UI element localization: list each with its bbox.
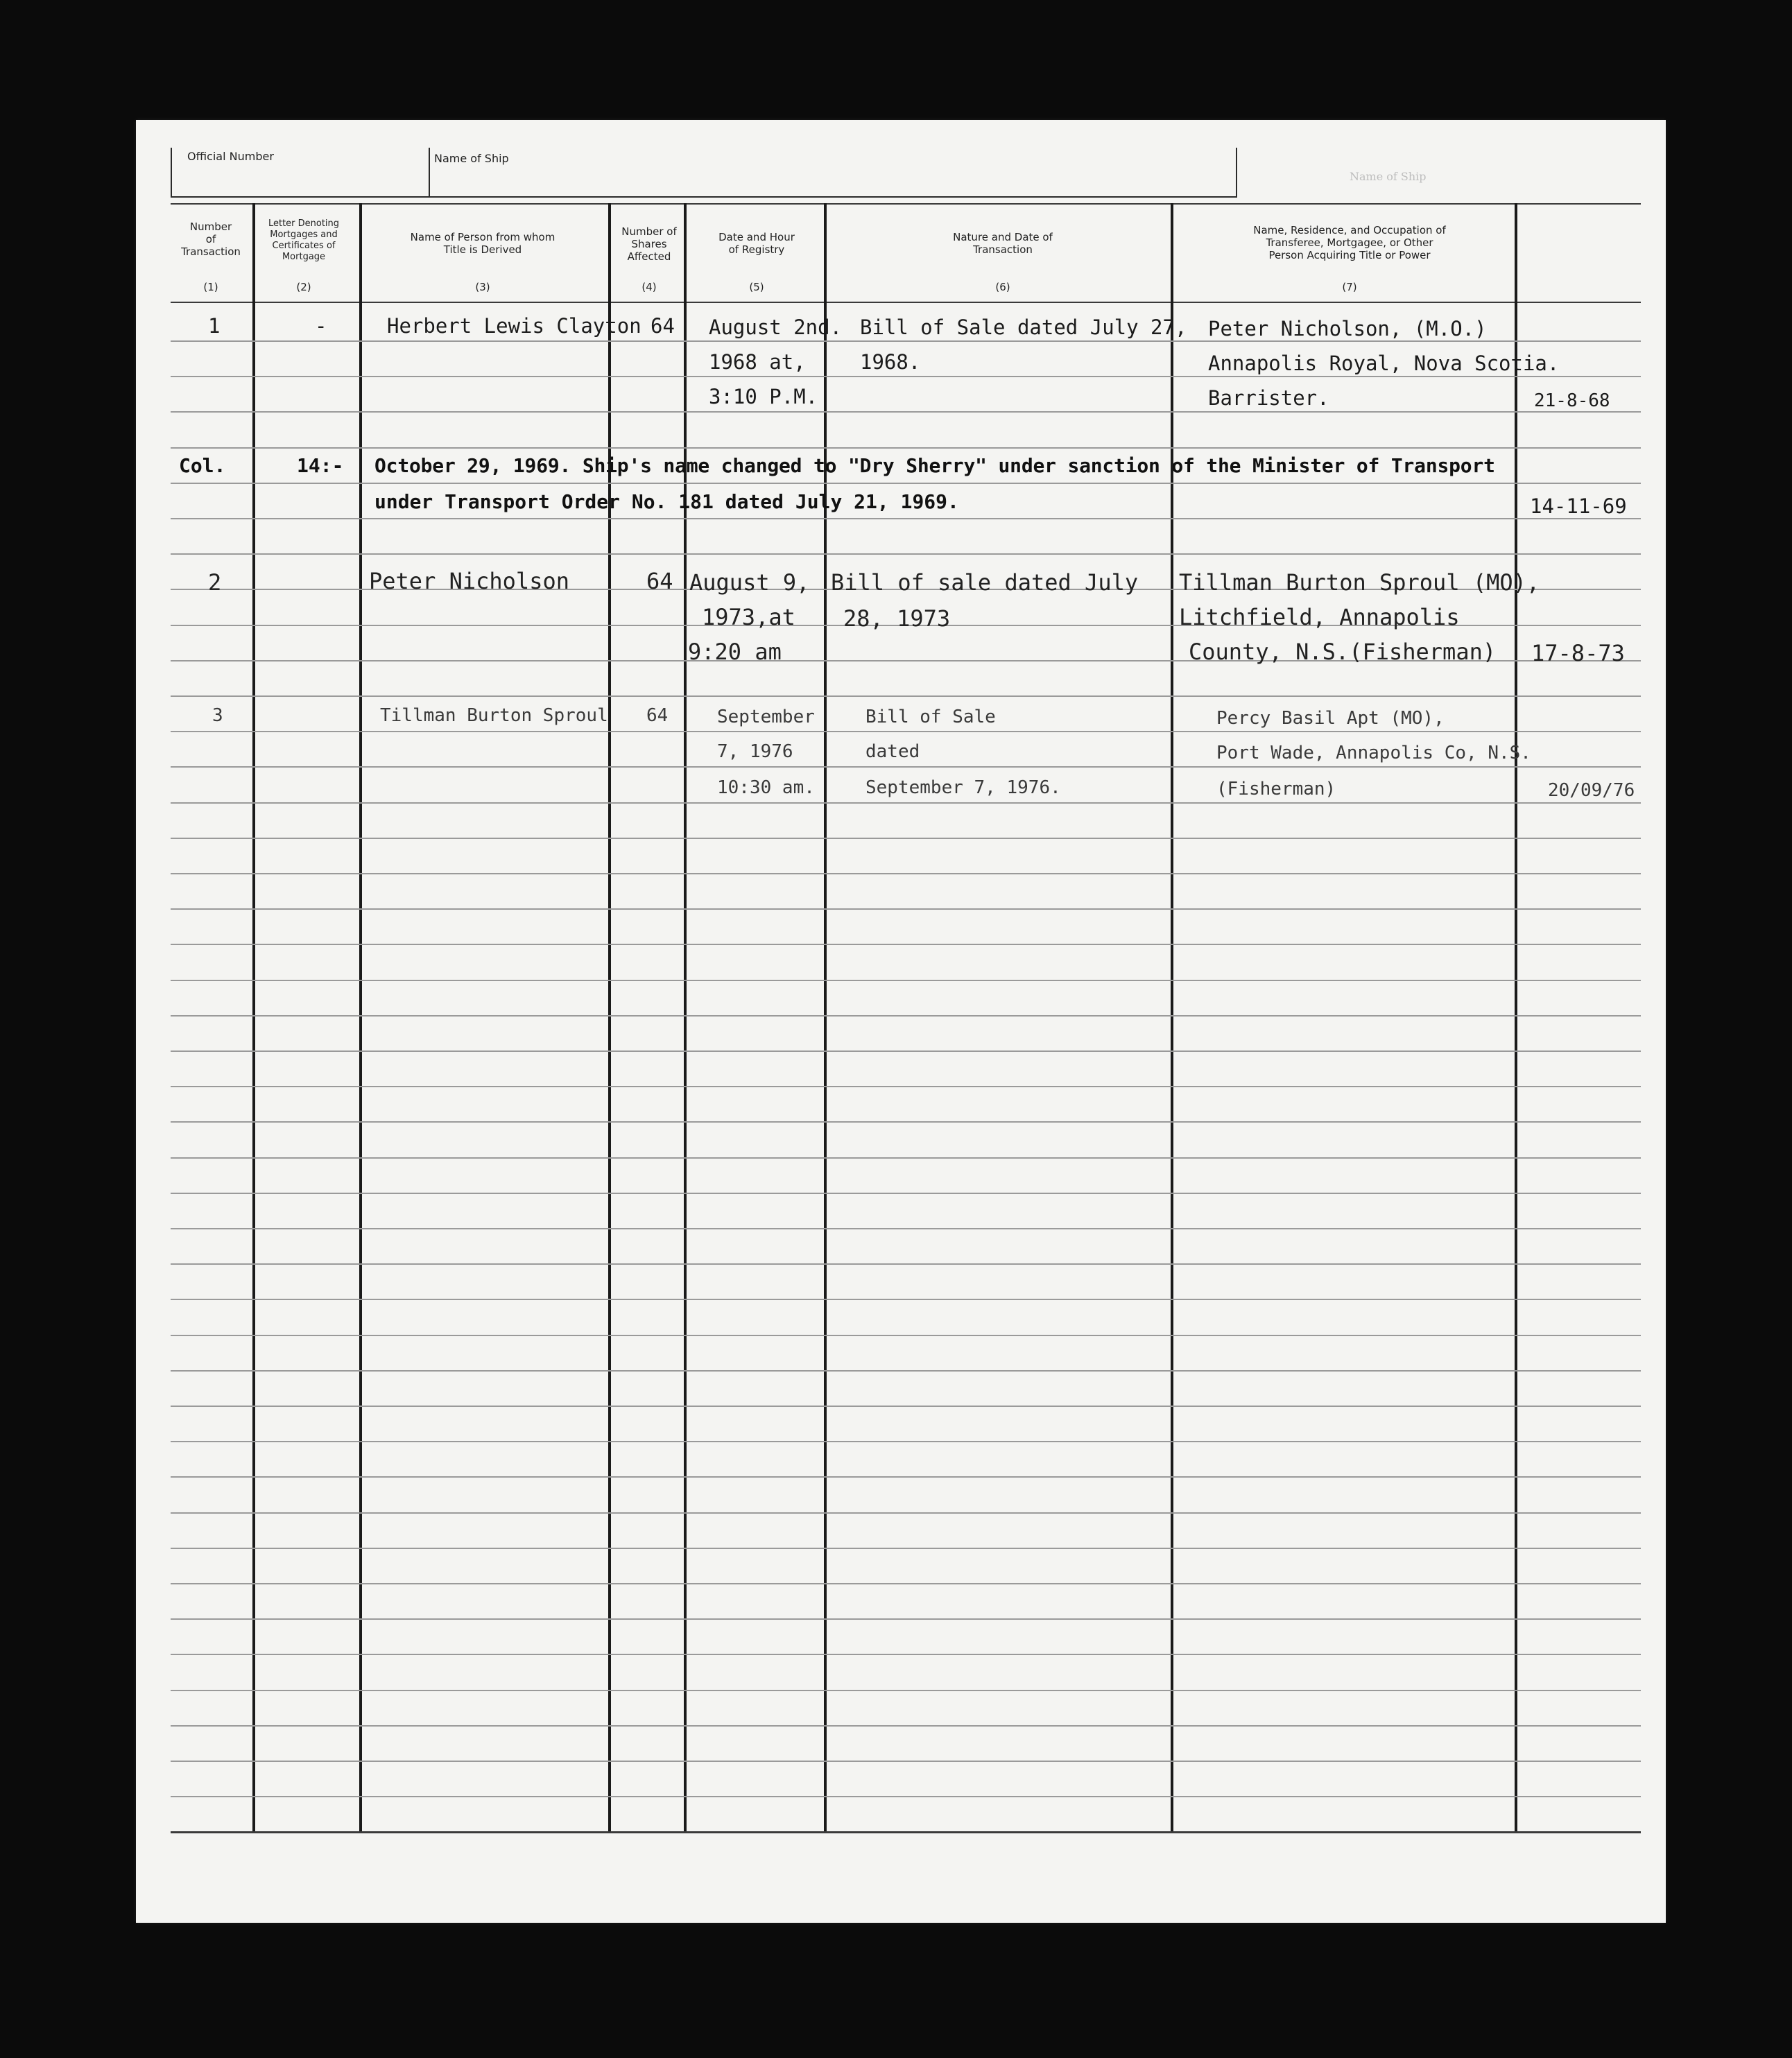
ruled-line (171, 944, 1641, 945)
ruled-line (171, 1370, 1641, 1372)
entry1-to-line2: Annapolis Royal, Nova Scotia. (1208, 352, 1560, 375)
ruled-line (171, 695, 1641, 697)
ruled-line (171, 483, 1641, 484)
col1-num: (1) (203, 281, 218, 293)
ledger-bottom-rule (171, 1831, 1641, 1833)
col6-header: Nature and Date of Transaction (953, 231, 1053, 256)
ruled-line (171, 1654, 1641, 1655)
ruled-line (171, 518, 1641, 519)
ruled-line (171, 376, 1641, 377)
ruled-line (171, 1618, 1641, 1620)
ruled-line (171, 908, 1641, 910)
note-line1: October 29, 1969. Ship's name changed to "Dry Sherry" under sanction of the Minister of Transport (374, 454, 1495, 477)
entry2-from: Peter Nicholson (369, 568, 569, 594)
ruled-line (171, 553, 1641, 555)
entry2-to-line1: Tillman Burton Sproul (MO), (1179, 569, 1540, 596)
header-top-rule (171, 203, 1641, 205)
entry3-date-line2: 7, 1976 (717, 741, 793, 762)
ruled-line (171, 1050, 1641, 1052)
ruled-line (171, 1263, 1641, 1265)
ruled-line (171, 980, 1641, 981)
entry1-registered: 21-8-68 (1534, 390, 1610, 411)
ruled-line (171, 766, 1641, 768)
entry2-to-line3: County, N.S.(Fisherman) (1189, 639, 1497, 665)
col7-num: (7) (1342, 281, 1357, 293)
note-label-number: 14:- (297, 454, 344, 477)
register-page (136, 120, 1666, 1923)
ruled-line (171, 1157, 1641, 1159)
official-number-label: Official Number (187, 150, 274, 163)
ruled-line (171, 340, 1641, 342)
ruled-line (171, 411, 1641, 413)
ruled-line (171, 731, 1641, 732)
entry2-to-line2: Litchfield, Annapolis (1179, 604, 1460, 630)
ruled-line (171, 1086, 1641, 1087)
entry2-date-line2: 1973,at (702, 604, 795, 630)
col3-header: Name of Person from whom Title is Derived (410, 231, 555, 256)
ruled-line (171, 1476, 1641, 1478)
note-label-col: Col. (179, 454, 226, 477)
ruled-line (171, 1512, 1641, 1514)
ruled-line (171, 1228, 1641, 1229)
entry3-from: Tillman Burton Sproul (380, 705, 608, 726)
ruled-line (171, 447, 1641, 449)
entry3-nature-line3: September 7, 1976. (865, 777, 1061, 798)
ruled-line (171, 1796, 1641, 1797)
ruled-line (171, 1725, 1641, 1727)
ruled-line (171, 1193, 1641, 1194)
col1-header: Number of Transaction (181, 220, 241, 258)
entry2-number: 2 (208, 569, 222, 596)
entry3-to-line2: Port Wade, Annapolis Co, N.S. (1216, 743, 1531, 763)
entry3-shares: 64 (646, 705, 669, 726)
col3-num: (3) (475, 281, 490, 293)
entry3-number: 3 (212, 705, 223, 726)
col5-num: (5) (749, 281, 764, 293)
entry2-nature-line1: Bill of sale dated July (831, 569, 1139, 596)
entry3-date-line1: September (717, 707, 815, 727)
ruled-line (171, 1015, 1641, 1017)
entry1-letter: - (315, 314, 327, 338)
col4-num: (4) (641, 281, 657, 293)
ruled-line (171, 838, 1641, 839)
col4-header: Number of Shares Affected (621, 225, 677, 263)
col2-header: Letter Denoting Mortgages and Certificates of Mortgage (268, 218, 340, 262)
entry2-date-line1: August 9, (689, 569, 810, 596)
ruled-line (171, 1441, 1641, 1442)
entry3-registered: 20/09/76 (1548, 780, 1635, 801)
ruled-line (171, 1335, 1641, 1336)
ruled-line (171, 1690, 1641, 1691)
entry1-date-line1: August 2nd. (709, 315, 843, 339)
note-registered: 14-11-69 (1530, 494, 1627, 518)
entry3-date-line3: 10:30 am. (717, 777, 815, 798)
col2-num: (2) (296, 281, 311, 293)
entry1-nature-line2: 1968. (860, 350, 921, 374)
entry3-nature-line2: dated (865, 741, 920, 762)
ruled-line (171, 1121, 1641, 1123)
entry2-date-line3: 9:20 am (688, 639, 782, 665)
entry1-date-line3: 3:10 P.M. (709, 385, 818, 408)
ruled-line (171, 873, 1641, 874)
ruled-line (171, 1548, 1641, 1549)
entry3-nature-line1: Bill of Sale (865, 707, 996, 727)
ship-name-label: Name of Ship (434, 152, 509, 165)
entry1-nature-line1: Bill of Sale dated July 27, (860, 315, 1187, 339)
col5-header: Date and Hour of Registry (718, 231, 795, 256)
ruled-line (171, 1583, 1641, 1584)
entry1-to-line1: Peter Nicholson, (M.O.) (1208, 317, 1487, 340)
entry2-registered: 17-8-73 (1531, 640, 1625, 666)
entry2-nature-line2: 28, 1973 (843, 605, 951, 632)
ruled-line (171, 1299, 1641, 1300)
entry1-number: 1 (208, 314, 221, 338)
ruled-line (171, 1406, 1641, 1407)
entry1-to-line3: Barrister. (1208, 386, 1329, 410)
entry3-to-line3: (Fisherman) (1216, 779, 1336, 799)
ship-name-box (429, 148, 1237, 198)
entry1-date-line2: 1968 at, (709, 350, 806, 374)
faint-ship-name-mark: Name of Ship (1350, 170, 1427, 183)
col6-num: (6) (995, 281, 1010, 293)
ruled-line (171, 1761, 1641, 1762)
entry3-to-line1: Percy Basil Apt (MO), (1216, 708, 1445, 729)
entry2-shares: 64 (646, 568, 673, 594)
ruled-line (171, 802, 1641, 804)
note-line2: under Transport Order No. 181 dated July 21, 1969. (374, 490, 959, 513)
entry1-from: Herbert Lewis Clayton (387, 314, 641, 338)
entry1-shares: 64 (651, 314, 675, 338)
col7-header: Name, Residence, and Occupation of Transferee, Mortgagee, or Other Person Acquiring Title or Power (1253, 224, 1446, 261)
header-bottom-rule (171, 302, 1641, 303)
